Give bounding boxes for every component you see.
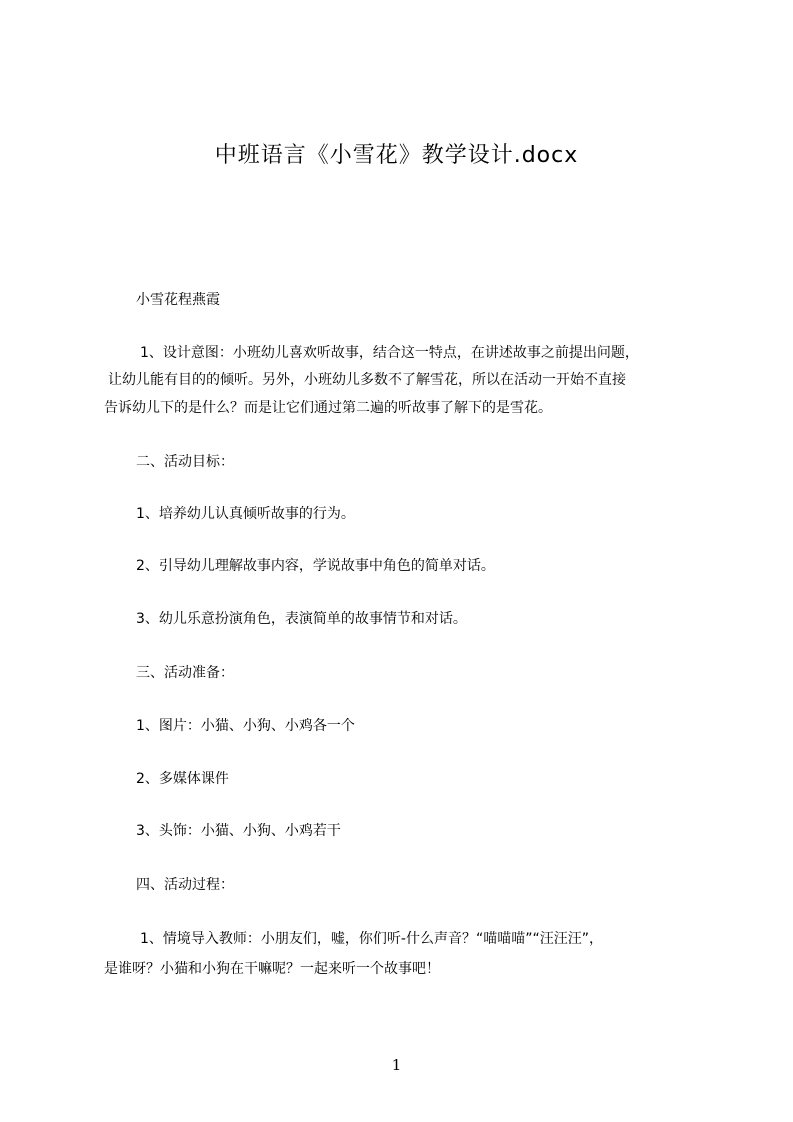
paragraph-line: 1、设计意图：小班幼儿喜欢听故事，结合这一特点，在讲述故事之前提出问题， — [140, 345, 639, 361]
paragraph-line: 让幼儿能有目的的倾听。另外，小班幼儿多数不了解雪花，所以在活动一开始不直接 — [108, 372, 626, 388]
section-heading-preparation: 三、活动准备： — [136, 665, 234, 681]
page-number: 1 — [391, 1056, 402, 1074]
preparation-item: 1、图片：小猫、小狗、小鸡各一个 — [136, 718, 355, 734]
author-line: 小雪花程燕霞 — [136, 292, 220, 308]
document-title: 中班语言《小雪花》教学设计.docx — [214, 143, 579, 168]
preparation-item: 3、头饰：小猫、小狗、小鸡若干 — [136, 823, 341, 839]
section-heading-goals: 二、活动目标： — [136, 454, 234, 470]
paragraph-line: 是谁呀？小猫和小狗在干嘛呢？一起来听一个故事吧！ — [104, 961, 440, 977]
paragraph-line: 告诉幼儿下的是什么？而是让它们通过第二遍的听故事了解下的是雪花。 — [104, 400, 552, 416]
goal-item: 1、培养幼儿认真倾听故事的行为。 — [136, 506, 355, 522]
goal-item: 2、引导幼儿理解故事内容，学说故事中角色的简单对话。 — [136, 558, 495, 574]
paragraph-line: 1、情境导入教师：小朋友们，嘘，你们听-什么声音？“喵喵喵”“汪汪汪”， — [140, 931, 603, 947]
goal-item: 3、幼儿乐意扮演角色，表演简单的故事情节和对话。 — [136, 611, 467, 627]
preparation-item: 2、多媒体课件 — [136, 771, 229, 787]
section-heading-process: 四、活动过程： — [136, 877, 234, 893]
